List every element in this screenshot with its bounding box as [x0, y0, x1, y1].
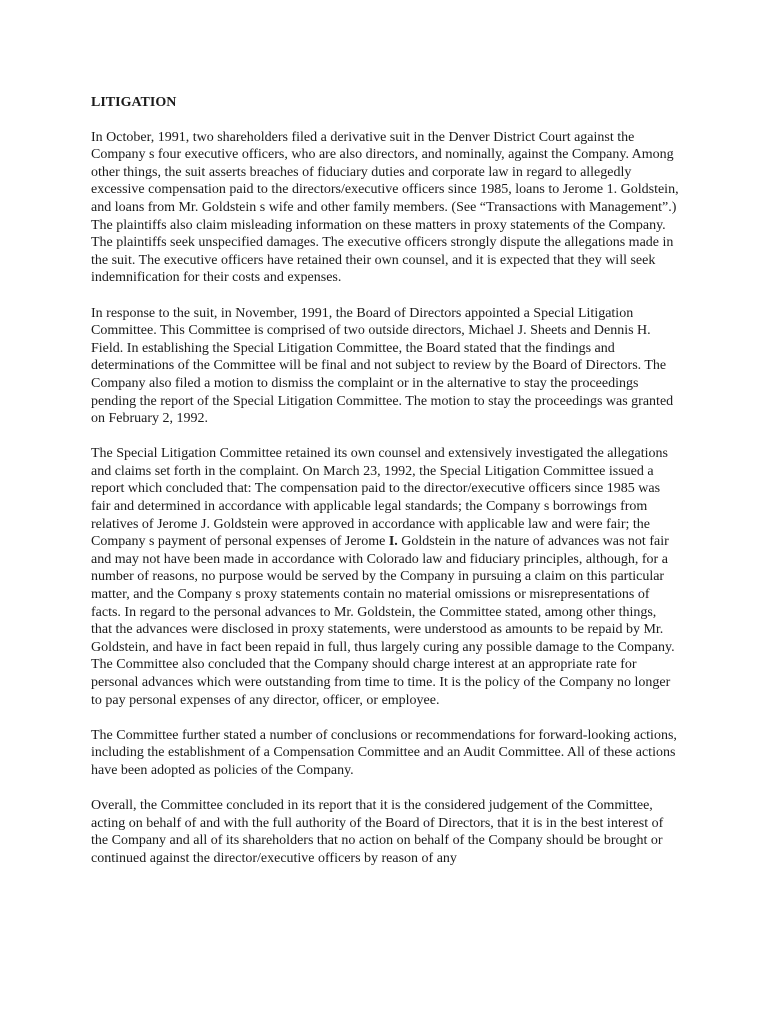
paragraph-3: [91, 445, 679, 709]
paragraph-5: Overall, the Committee concluded in its report that it is the considered judgement of the Committee, acting on behalf of and with the full authority of the Board of Directors, that it is in the best interest of the Company and all of its shareholders that no action on behalf of the Company should be brought or continued against the director/executive officers by reason of any: [91, 798, 664, 866]
section-heading: LITIGATION: [91, 95, 177, 110]
paragraph-2: In response to the suit, in November, 1991, the Board of Directors appointed a Special Litigation Committee. This Committee is comprised of two outside directors, Michael J. Sheets and Dennis H. Field. In establishing the Special Litigation Committee, the Board stated that the findings and determinations of the Committee will be final and not subject to review by the Board of Directors. The Company also filed a motion to dismiss the complaint or in the alternative to stay the proceedings pending the report of the Special Litigation Committee. The motion to stay the proceedings was granted on February 2, 1992.: [91, 305, 674, 427]
paragraph-1: In October, 1991, two shareholders filed a derivative suit in the Denver District Court against the Company s four executive officers, who are also directors, and nominally, against the Company. Among other things, the suit asserts breaches of fiduciary duties and corporate law in regard to allegedly excessive compensation paid to the directors/executive officers since 1985, loans to Jerome 1. Goldstein, and loans from Mr. Goldstein s wife and other family members. (See “Transactions with Management”.) The plaintiffs also claim misleading information on these matters in proxy statements of the Company. The plaintiffs seek unspecified damages. The executive officers strongly dispute the allegations made in the suit. The executive officers have retained their own counsel, and it is expected that they will seek indemnification for their costs and expenses.: [91, 129, 679, 286]
paragraph-3-part-2: Goldstein in the nature of advances was not fair and may not have been made in accordance with Colorado law and fiduciary principles, although, for a number of reasons, no purpose would be served by the Company in pursuing a claim on this particular matter, and the Company s proxy statements contain no material omissions or misrepresentations of facts. In regard to the personal advances to Mr. Goldstein, the Committee stated, among other things, that the advances were disclosed in proxy statements, were understood as amounts to be repaid by Mr. Goldstein, and have in fact been repaid in full, thus largely curing any possible damage to the Company. The Committee also concluded that the Company should charge interest at an appropriate rate for personal advances which were outstanding from time to time. It is the policy of the Company no longer to pay personal expenses of any director, officer, or employee.: [91, 534, 675, 708]
paragraph-4: The Committee further stated a number of conclusions or recommendations for forward-looking actions, including the establishment of a Compensation Committee and an Audit Committee. All of these actions have been adopted as policies of the Company.: [91, 727, 677, 778]
paragraph-3-bold-initial: I.: [388, 534, 398, 550]
document-page: [91, 94, 679, 885]
paragraph-3-part-1: The Special Litigation Committee retained its own counsel and extensively investigated the allegations and claims set forth in the complaint. On March 23, 1992, the Special Litigation Committee issued a report which concluded that: The compensation paid to the director/executive officers since 1985 was fair and determined in accordance with applicable legal standards; the Company s borrowings from relatives of Jerome J. Goldstein were approved in accordance with applicable law and were fair; the Company s payment of personal expenses of Jerome: [91, 446, 668, 550]
